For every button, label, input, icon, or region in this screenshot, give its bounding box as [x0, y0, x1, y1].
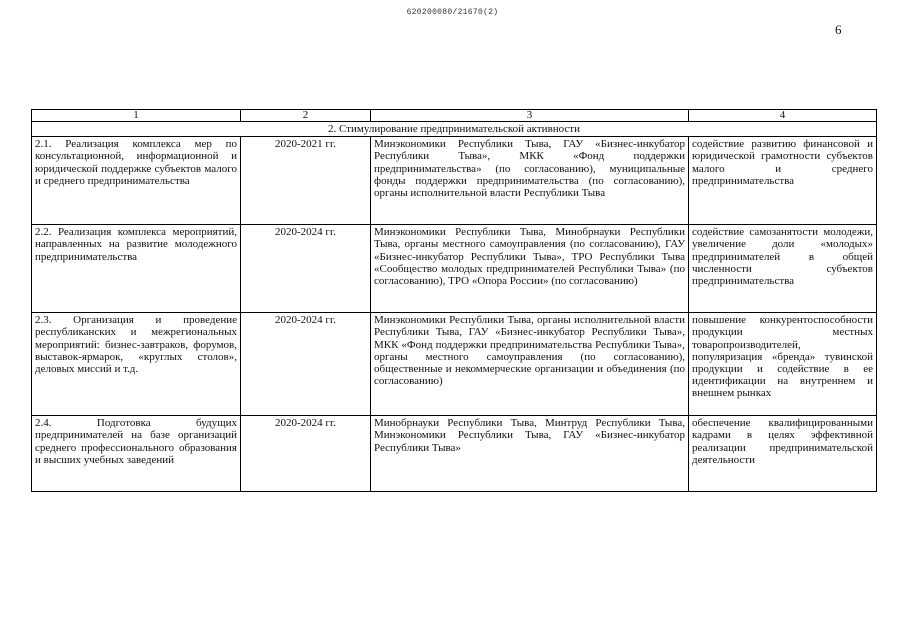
- table-row: [32, 313, 877, 416]
- measure-cell: 2.3. Организация и проведение республиканских и межрегиональных мероприятий: бизнес-завтраков, форумов, выставок-ярмарок, «круглых столов», деловых миссий и т.д.: [32, 313, 241, 416]
- column-header: 1: [32, 110, 241, 122]
- measure-cell: 2.2. Реализация комплекса мероприятий, направленных на развитие молодежного предпринимательства: [32, 225, 241, 313]
- period-cell: 2020-2021 гг.: [241, 137, 371, 225]
- column-header: 3: [371, 110, 689, 122]
- table-row: [32, 137, 877, 225]
- result-cell: повышение конкурентоспособности продукции местных товаропроизводителей, популяризация «бренда» тувинской продукции и содействие в ее идентификации на внутреннем и внешнем рынках: [689, 313, 877, 416]
- document-id: 620200080/21670(2): [406, 8, 499, 17]
- period-cell: 2020-2024 гг.: [241, 313, 371, 416]
- table-header-row: [32, 110, 877, 122]
- period-cell: 2020-2024 гг.: [241, 416, 371, 492]
- measure-cell: 2.4. Подготовка будущих предпринимателей на базе организаций среднего профессионального образования и высших учебных заведений: [32, 416, 241, 492]
- section-row: [32, 122, 877, 137]
- measures-table: [31, 109, 877, 492]
- section-title: 2. Стимулирование предпринимательской активности: [32, 122, 877, 137]
- table-row: [32, 225, 877, 313]
- column-header: 4: [689, 110, 877, 122]
- page-number: 6: [835, 22, 842, 37]
- executors-cell: Минэкономики Республики Тыва, ГАУ «Бизнес-инкубатор Республики Тыва», МКК «Фонд поддержки предпринимательства» (по согласованию), муниципальные фонды поддержки предпринимательства (по согласованию), органы исполнительной власти Республики Тыва: [371, 137, 689, 225]
- result-cell: содействие самозанятости молодежи, увеличение доли «молодых» предпринимателей в общей численности субъектов предпринимательства: [689, 225, 877, 313]
- table-row: [32, 416, 877, 492]
- executors-cell: Минобрнауки Республики Тыва, Минтруд Республики Тыва, Минэкономики Республики Тыва, ГАУ «Бизнес-инкубатор Республики Тыва»: [371, 416, 689, 492]
- column-header: 2: [241, 110, 371, 122]
- executors-cell: Минэкономики Республики Тыва, органы исполнительной власти Республики Тыва, ГАУ «Бизнес-инкубатор Республики Тыва», МКК «Фонд поддержки предпринимательства Республики Тыва», органы местного самоуправления (по согласованию), общественные и некоммерческие организации и объединения (по согласованию): [371, 313, 689, 416]
- measure-cell: 2.1. Реализация комплекса мер по консультационной, информационной и юридической поддержке субъектов малого и среднего предпринимательства: [32, 137, 241, 225]
- period-cell: 2020-2024 гг.: [241, 225, 371, 313]
- executors-cell: Минэкономики Республики Тыва, Минобрнауки Республики Тыва, органы местного самоуправления (по согласованию), ГАУ «Бизнес-инкубатор Республики Тыва», ТРО Республики Тыва «Сообщество молодых предпринимателей Республики Тыва» (по согласованию), ТРО «Опора России» (по согласованию): [371, 225, 689, 313]
- result-cell: содействие развитию финансовой и юридической грамотности субъектов малого и среднего предпринимательства: [689, 137, 877, 225]
- result-cell: обеспечение квалифицированными кадрами в целях эффективной реализации предпринимательской деятельности: [689, 416, 877, 492]
